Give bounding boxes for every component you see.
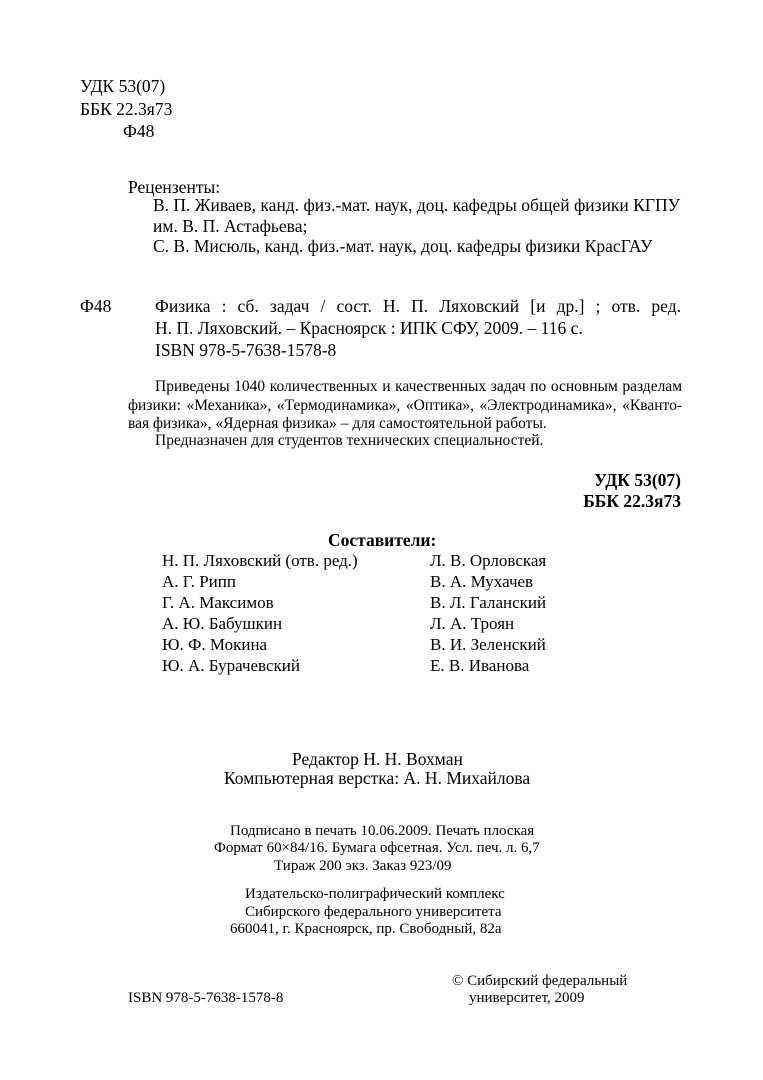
compiler-name: Ю. А. Бурачевский bbox=[162, 656, 300, 675]
publisher-line1: Издательско-полиграфический комплекс bbox=[245, 886, 505, 902]
bibliography-code: Ф48 bbox=[80, 296, 112, 316]
publisher-line2: Сибирского федерального университета bbox=[245, 904, 502, 920]
compilers-left-column bbox=[162, 550, 358, 676]
header-code: Ф48 bbox=[123, 121, 155, 141]
compiler-name: Н. П. Ляховский (отв. ред.) bbox=[162, 551, 358, 570]
reviewer-1-line1: В. П. Живаев, канд. физ.-мат. наук, доц. кафедры общей физики КГПУ bbox=[153, 195, 680, 215]
compiler-name: Л. В. Орловская bbox=[430, 551, 547, 570]
print-info-line2: Формат 60×84/16. Бумага офсетная. Усл. печ. л. 6,7 bbox=[214, 840, 540, 856]
reviewer-2: С. В. Мисюль, канд. физ.-мат. наук, доц. кафедры физики КрасГАУ bbox=[153, 236, 653, 256]
print-info-line3: Тираж 200 экз. Заказ 923/09 bbox=[274, 858, 452, 874]
publisher-line3: 660041, г. Красноярск, пр. Свободный, 82а bbox=[230, 921, 502, 937]
compiler-name: А. Ю. Бабушкин bbox=[162, 614, 283, 633]
footer-isbn: ISBN 978-5-7638-1578-8 bbox=[128, 990, 284, 1006]
header-udk: УДК 53(07) bbox=[80, 76, 166, 96]
compiler-name: А. Г. Рипп bbox=[162, 572, 236, 591]
classification-bbk: ББК 22.3я73 bbox=[583, 491, 681, 511]
annotation-line2: физики: «Механика», «Термодинамика», «Оптика», «Электродинамика», «Кванто- bbox=[128, 397, 682, 414]
layout-designer-line: Компьютерная верстка: А. Н. Михайлова bbox=[224, 768, 531, 788]
annotation-line3: вая физика», «Ядерная физика» – для самостоятельной работы. bbox=[128, 415, 547, 432]
editor-line: Редактор Н. Н. Вохман bbox=[292, 749, 463, 769]
bibliography-line2: Н. П. Ляховский. – Красноярск : ИПК СФУ, 2009. – 116 с. bbox=[155, 318, 583, 338]
annotation-line1: Приведены 1040 количественных и качественных задач по основным разделам bbox=[155, 378, 682, 395]
compiler-name: В. Л. Галанский bbox=[430, 593, 547, 612]
compiler-name: Ю. Ф. Мокина bbox=[162, 635, 268, 654]
compiler-name: Г. А. Максимов bbox=[162, 593, 274, 612]
print-info-line1: Подписано в печать 10.06.2009. Печать плоская bbox=[230, 823, 535, 839]
bibliography-line1: Физика : сб. задач / сост. Н. П. Ляховский [и др.] ; отв. ред. bbox=[155, 296, 681, 316]
copyright-line1: © Сибирский федеральный bbox=[452, 973, 628, 989]
compilers-heading: Составители: bbox=[328, 530, 437, 550]
annotation-purpose: Предназначен для студентов технических специальностей. bbox=[155, 432, 544, 449]
bibliography-isbn: ISBN 978-5-7638-1578-8 bbox=[155, 340, 337, 360]
copyright-line2: университет, 2009 bbox=[469, 990, 585, 1006]
compiler-name: В. И. Зеленский bbox=[430, 635, 546, 654]
compiler-name: В. А. Мухачев bbox=[430, 572, 534, 591]
compilers-right-column bbox=[430, 550, 546, 676]
classification-udk: УДК 53(07) bbox=[594, 470, 681, 490]
compiler-name: Е. В. Иванова bbox=[430, 656, 530, 675]
reviewers-label: Рецензенты: bbox=[128, 177, 221, 197]
reviewer-1-line2: им. В. П. Астафьева; bbox=[153, 216, 308, 236]
header-bbk: ББК 22.3я73 bbox=[80, 99, 173, 119]
compiler-name: Л. А. Троян bbox=[430, 614, 515, 633]
